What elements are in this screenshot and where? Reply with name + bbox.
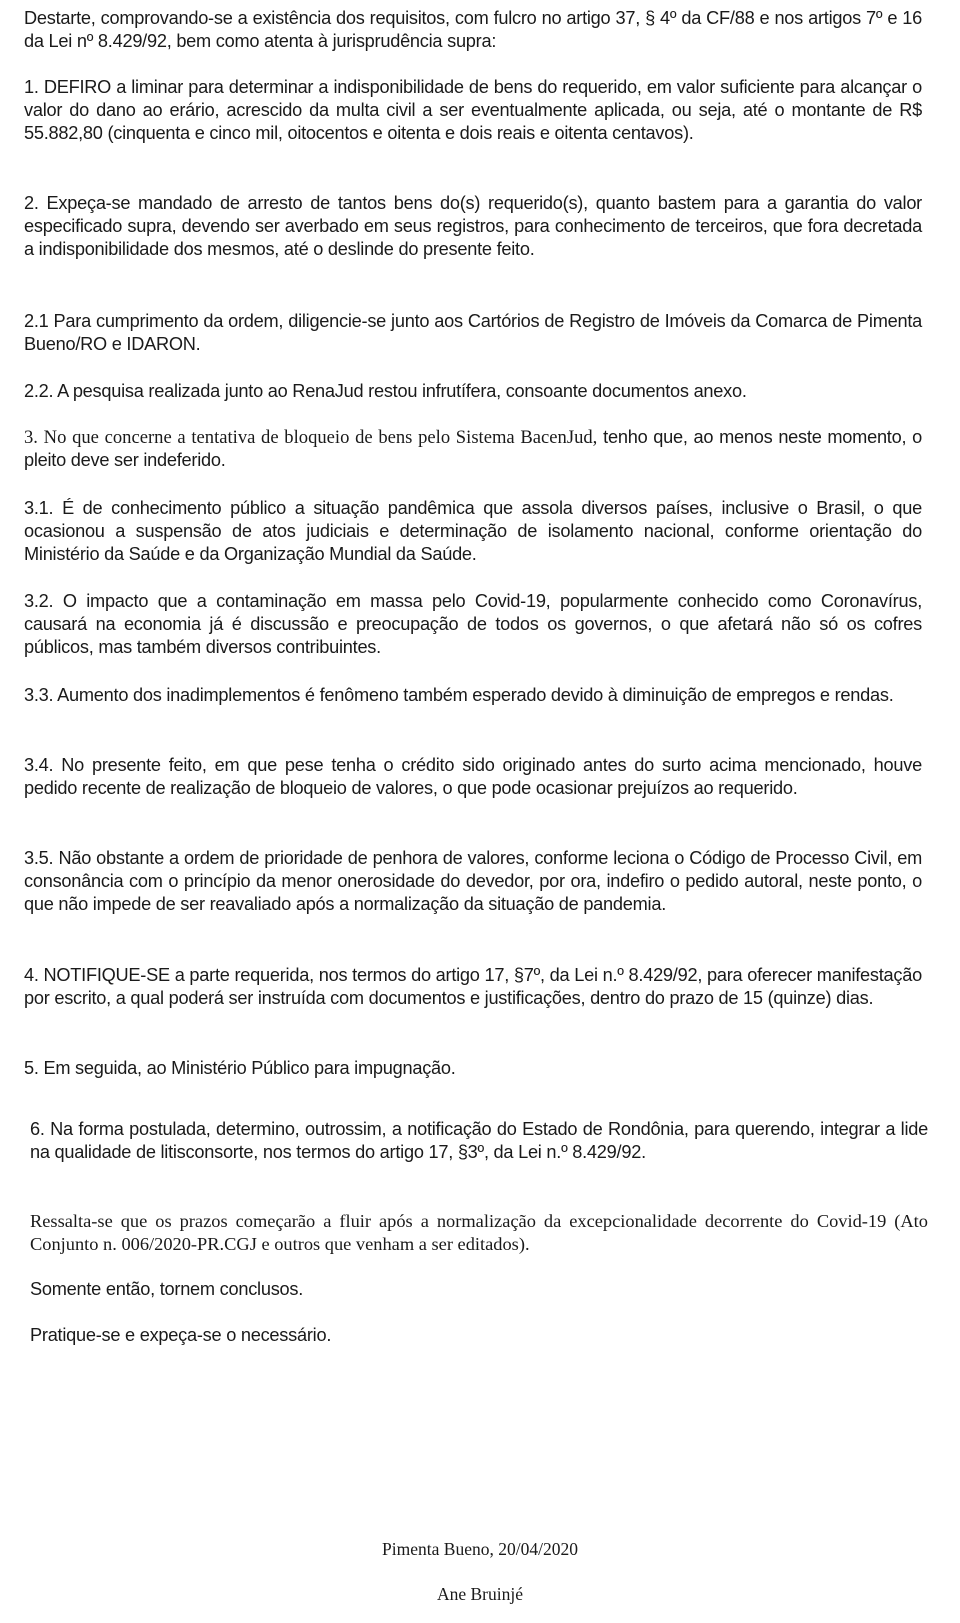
paragraph-item-2-1: 2.1 Para cumprimento da ordem, diligencie-se junto aos Cartórios de Registro de Imóveis da Comarca de Pimenta Bueno/RO e IDARON. xyxy=(24,311,922,354)
paragraph-item-3-serif: 3. No que concerne a tentativa de bloqueio de bens pelo Sistema BacenJud, xyxy=(24,427,598,448)
paragraph-item-1: 1. DEFIRO a liminar para determinar a indisponibilidade de bens do requerido, em valor suficiente para alcançar o valor do dano ao erário, acrescido da multa civil a ser eventualmente aplicada, ou seja, até o montante de R$ 55.882,80 (cinquenta e cinco mil, oitocentos e oitenta e dois reais e oitenta centavos). xyxy=(24,77,922,143)
paragraph-conclusos: Somente então, tornem conclusos. xyxy=(30,1279,304,1299)
paragraph-item-2: 2. Expeça-se mandado de arresto de tantos bens do(s) requerido(s), quanto bastem para a garantia do valor especificado supra, devendo ser averbado em seus registros, para conhecimento de terceiros, que fora decretada a indisponibilidade dos mesmos, até o deslinde do presente feito. xyxy=(24,193,922,259)
paragraph-item-5: 5. Em seguida, ao Ministério Público para impugnação. xyxy=(24,1058,456,1078)
paragraph-item-2-2: 2.2. A pesquisa realizada junto ao RenaJud restou infrutífera, consoante documentos anexo. xyxy=(24,381,747,401)
paragraph-item-4: 4. NOTIFIQUE-SE a parte requerida, nos termos do artigo 17, §7º, da Lei n.º 8.429/92, para oferecer manifestação por escrito, a qual poderá ser instruída com documentos e justificações, dentro do prazo de 15 (quinze) dias. xyxy=(24,965,922,1008)
paragraph-item-3 xyxy=(24,426,922,472)
paragraph-pratique: Pratique-se e expeça-se o necessário. xyxy=(30,1325,332,1345)
paragraph-item-3-5: 3.5. Não obstante a ordem de prioridade de penhora de valores, conforme leciona o Código de Processo Civil, em consonância com o princípio da menor onerosidade do devedor, por ora, indefiro o pedido autoral, neste ponto, o que não impede de ser reavaliado após a normalização da situação de pandemia. xyxy=(24,848,922,914)
place-date: Pimenta Bueno, 20/04/2020 xyxy=(382,1539,578,1559)
paragraph-item-3-sans: tenho que, ao menos neste momento, o pleito deve ser indeferido. xyxy=(24,427,922,470)
paragraph-item-6: 6. Na forma postulada, determino, outrossim, a notificação do Estado de Rondônia, para querendo, integrar a lide na qualidade de litisconsorte, nos termos do artigo 17, §3º, da Lei n.º 8.429/92. xyxy=(30,1119,928,1162)
paragraph-item-3-2: 3.2. O impacto que a contaminação em massa pelo Covid-19, popularmente conhecido como Coronavírus, causará na economia já é discussão e preocupação de todos os governos, o que afetará não só os cofres públicos, mas também diversos contribuintes. xyxy=(24,591,922,657)
paragraph-item-3-4: 3.4. No presente feito, em que pese tenha o crédito sido originado antes do surto acima mencionado, houve pedido recente de realização de bloqueio de valores, o que pode ocasionar prejuízos ao requerido. xyxy=(24,755,922,798)
paragraph-note: Ressalta-se que os prazos começarão a fluir após a normalização da excepcionalidade decorrente do Covid-19 (Ato Conjunto n. 006/2020-PR.CGJ e outros que venham a ser editados). xyxy=(30,1211,928,1254)
paragraph-intro: Destarte, comprovando-se a existência dos requisitos, com fulcro no artigo 37, § 4º da CF/88 e nos artigos 7º e 16 da Lei nº 8.429/92, bem como atenta à jurisprudência supra: xyxy=(24,8,922,51)
signatory-name: Ane Bruinjé xyxy=(436,1584,524,1604)
paragraph-item-3-1: 3.1. É de conhecimento público a situação pandêmica que assola diversos países, inclusive o Brasil, o que ocasionou a suspensão de atos judiciais e determinação de isolamento nacional, conforme orientação do Ministério da Saúde e da Organização Mundial da Saúde. xyxy=(24,498,922,564)
paragraph-item-3-3: 3.3. Aumento dos inadimplementos é fenômeno também esperado devido à diminuição de empregos e rendas. xyxy=(24,685,894,705)
